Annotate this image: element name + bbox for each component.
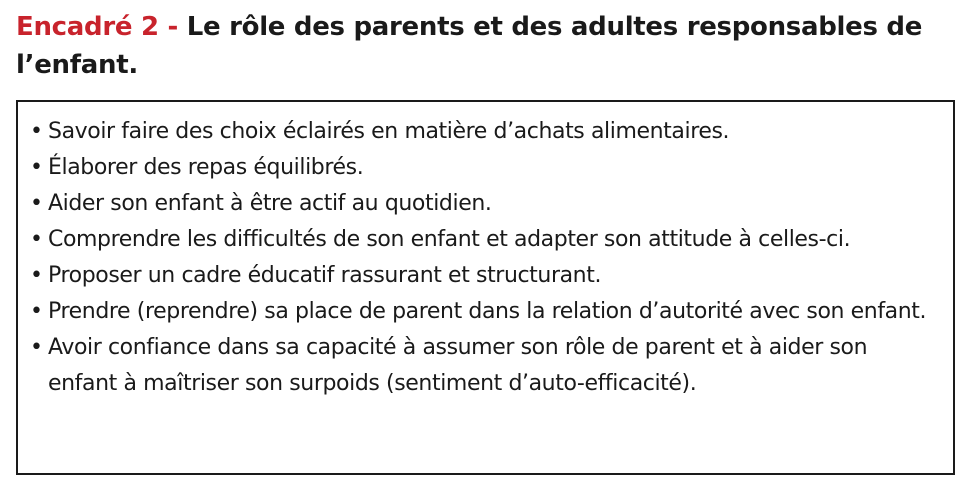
list-item <box>30 186 939 222</box>
list-item-text: Aider son enfant à être actif au quotidien. <box>48 191 492 216</box>
list-item <box>30 258 939 294</box>
bullet-icon: • <box>30 299 43 324</box>
box-heading <box>16 8 956 84</box>
list-item <box>30 150 939 186</box>
list-item <box>30 222 939 258</box>
bullet-icon: • <box>30 227 43 252</box>
bullet-icon: • <box>30 119 43 144</box>
content-box <box>16 100 955 475</box>
list-item-text: Prendre (reprendre) sa place de parent dans la relation d’autorité avec son enfant. <box>48 299 927 324</box>
list-item-text: Élaborer des repas équilibrés. <box>48 155 364 180</box>
list-item-text: Avoir confiance dans sa capacité à assumer son rôle de parent et à aider son enfant à maîtriser son surpoids (sentiment d’auto-efficacité). <box>48 335 868 396</box>
bullet-icon: • <box>30 335 43 360</box>
list-item <box>30 294 939 330</box>
heading-separator: - <box>158 12 187 42</box>
bullet-icon: • <box>30 155 43 180</box>
list-item-text: Savoir faire des choix éclairés en matière d’achats alimentaires. <box>48 119 730 144</box>
box-title: Le rôle des parents et des adultes responsables de l’enfant. <box>16 12 923 80</box>
bullet-icon: • <box>30 191 43 216</box>
list-item <box>30 114 939 150</box>
list-item-text: Comprendre les difficultés de son enfant et adapter son attitude à celles-ci. <box>48 227 851 252</box>
list-item <box>30 330 939 402</box>
box-number-label: Encadré 2 <box>16 12 159 42</box>
list-item-text: Proposer un cadre éducatif rassurant et structurant. <box>48 263 602 288</box>
bullet-icon: • <box>30 263 43 288</box>
bullet-list <box>18 102 953 402</box>
